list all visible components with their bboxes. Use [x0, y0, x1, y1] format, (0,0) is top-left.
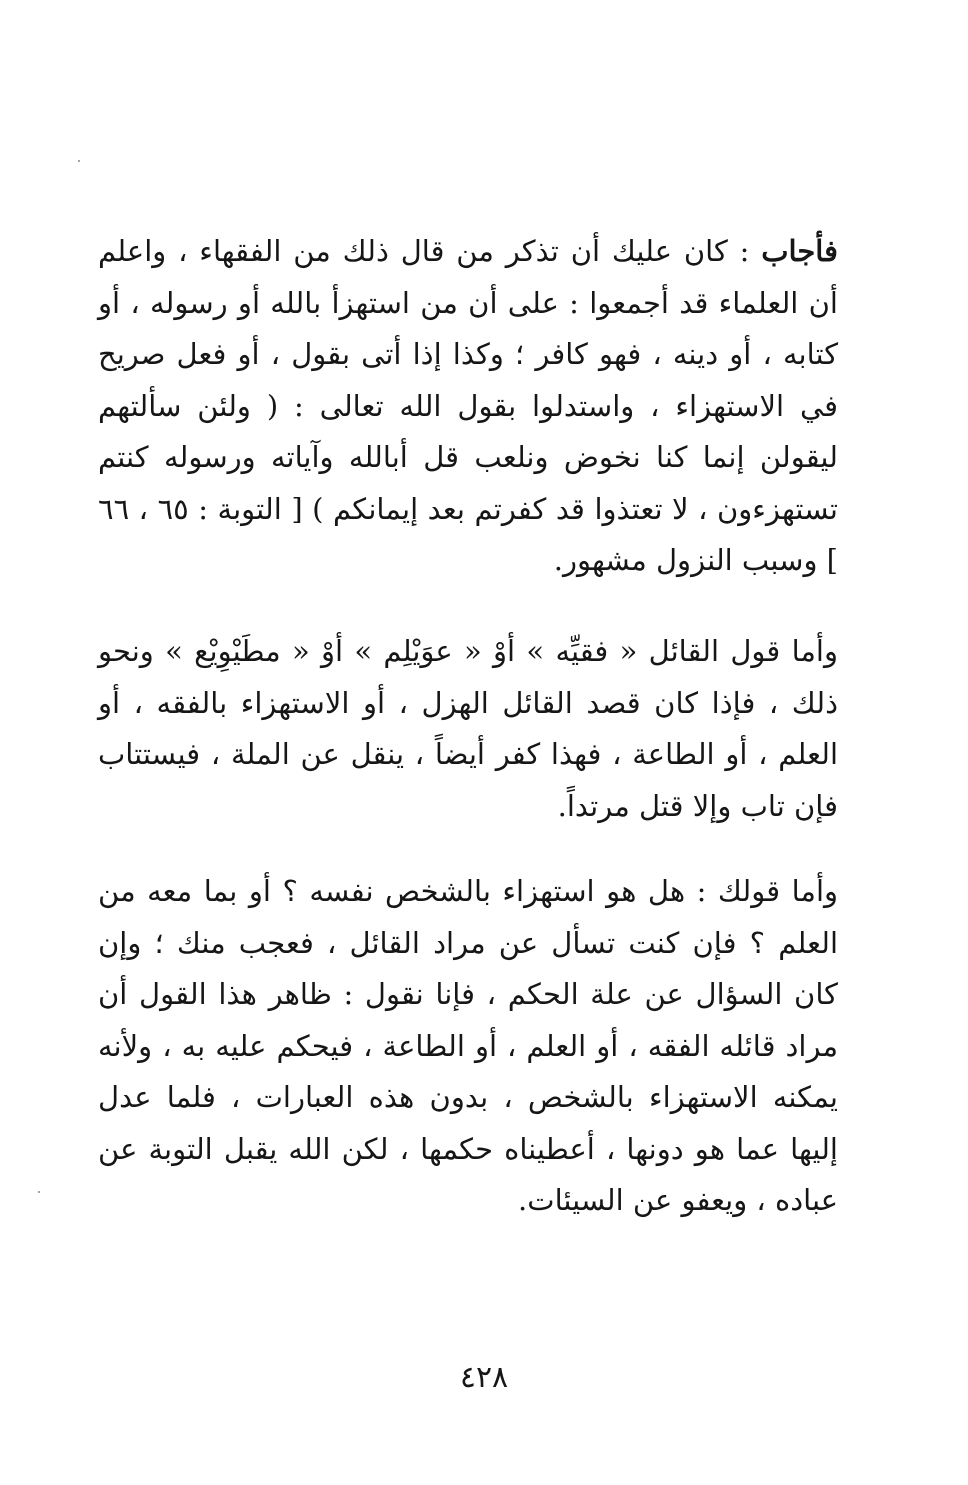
scan-speck — [38, 1191, 40, 1193]
paragraph-answer — [98, 226, 838, 587]
answer-lead-word: فأجاب — [761, 234, 838, 268]
page-number: ٤٢٨ — [459, 1360, 509, 1395]
paragraph-text: وأما قول القائل « فقيِّه » أوْ « عوَيْلِم » أوْ « مطَيْوِيْع » ونحو ذلك ، فإذا كان قصد القائل الهزل ، أو الاستهزاء بالفقه ، أو العلم ، أو الطاعة ، فهذا كفر أيضاً ، ينقل عن الملة ، فيستتاب فإن تاب وإلا قتل مرتداً. — [98, 634, 838, 823]
paragraph-text: : كان عليك أن تذكر من قال ذلك من الفقهاء ، واعلم أن العلماء قد أجمعوا : على أن من استهزأ بالله أو رسوله ، أو كتابه ، أو دينه ، فهو كافر ؛ وكذا إذا أتى بقول ، أو فعل صريح في الاستهزاء ، واستدلوا بقول الله تعالى : ( ولئن سألتهم ليقولن إنما كنا نخوض ونلعب قل أبالله وآياته ورسوله كنتم تستهزءون ، لا تعتذوا قد كفرتم بعد إيمانكم ) [ التوبة : ٦٥ ، ٦٦ ] وسبب النزول مشهور. — [98, 234, 839, 577]
paragraph-question — [98, 866, 838, 1227]
paragraph-text: وأما قولك : هل هو استهزاء بالشخص نفسه ؟ أو بما معه من العلم ؟ فإن كنت تسأل عن مراد القائل ، فعجب منك ؛ وإن كان السؤال عن علة الحكم ، فإنا نقول : ظاهر هذا القول أن مراد قائله الفقه ، أو العلم ، أو الطاعة ، فيحكم عليه به ، ولأنه يمكنه الاستهزاء بالشخص ، بدون هذه العبارات ، فلما عدل إليها عما هو دونها ، أعطيناه حكمها ، لكن الله يقبل التوبة عن عباده ، ويعفو عن السيئات. — [98, 874, 838, 1217]
scan-speck — [78, 160, 80, 162]
paragraph-saying — [98, 626, 838, 832]
